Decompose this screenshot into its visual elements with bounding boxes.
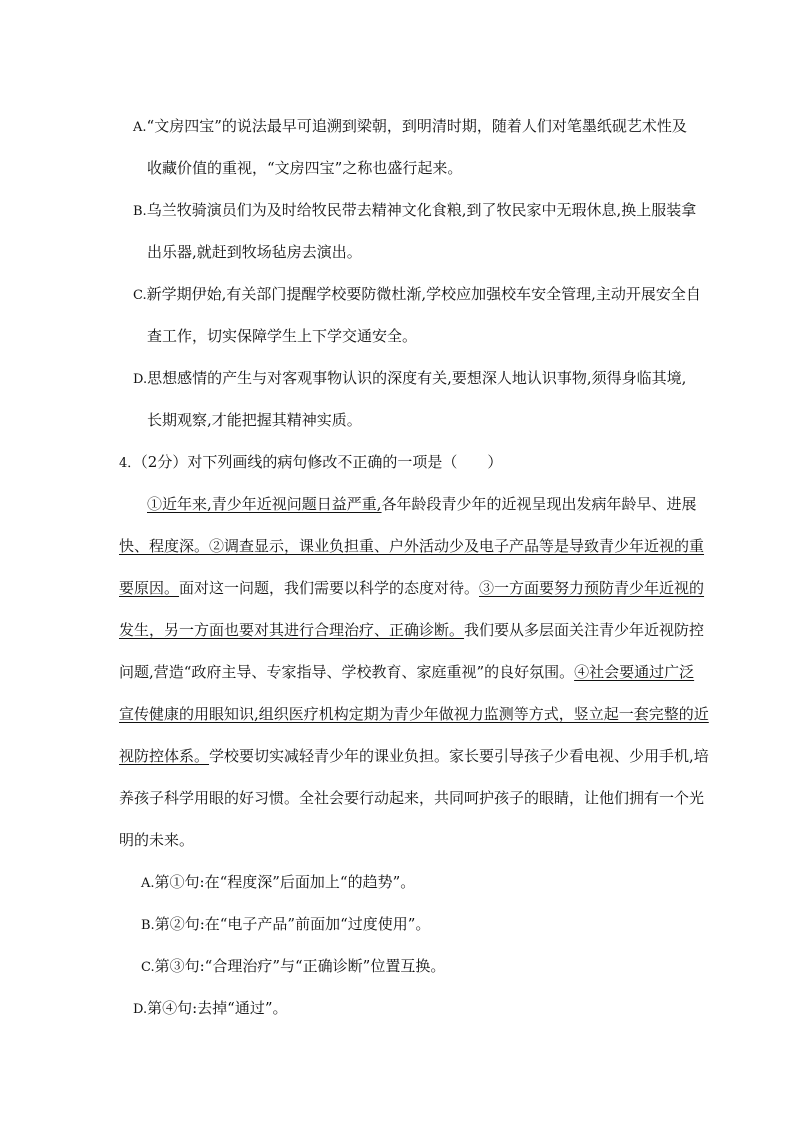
q4-option-a-text: 第①句:在“程度深”后面加上“的趋势”。 bbox=[154, 873, 416, 891]
passage-line-3 bbox=[119, 578, 704, 598]
underlined-sentence-1-end: 快、程度深。 bbox=[119, 537, 210, 555]
underlined-sentence-2-end: 要原因。 bbox=[119, 579, 180, 597]
q3-option-d-text-1: 思想感情的产生与对客观事物认识的深度有关,要想深人地认识事物,须得身临其境, bbox=[147, 369, 687, 387]
underlined-sentence-4-end: 视防控体系。 bbox=[119, 747, 210, 765]
q4-prompt: （2分）对下列画线的病句修改不正确的一项是（ ） bbox=[140, 453, 503, 471]
passage-text: 各年龄段青少年的近视呈现出发病年龄早、进展 bbox=[381, 495, 697, 513]
q4-option-b-text: 第②句:在“电子产品”前面加“过度使用”。 bbox=[154, 915, 431, 933]
underlined-sentence-4: ④社会要通过广泛 bbox=[574, 663, 695, 681]
passage-line-9: 明的未来。 bbox=[119, 831, 195, 849]
passage-text: 我们要从多层面关注青少年近视防控 bbox=[464, 621, 705, 639]
q4-option-d-text: 第④句:去掉“通过”。 bbox=[147, 999, 288, 1017]
passage-text: 面对这一问题，我们需要以科学的态度对待。 bbox=[179, 579, 480, 597]
q3-option-a-line2: 收藏价值的重视，“文房四宝”之称也盛行起来。 bbox=[147, 159, 463, 177]
q3-option-d-line2: 长期观察,才能把握其精神实质。 bbox=[147, 411, 362, 429]
q4-option-c-letter: C. bbox=[141, 960, 155, 975]
q4-number: 4． bbox=[119, 456, 141, 471]
passage-line-6 bbox=[119, 704, 709, 724]
q3-option-c-line2: 查工作，切实保障学生上下学交通安全。 bbox=[147, 327, 418, 345]
q4-option-a bbox=[141, 872, 415, 894]
underlined-sentence-3-end: 发生，另一方面也要对其进行合理治疗、正确诊断。 bbox=[119, 621, 465, 639]
q3-option-d-line1 bbox=[133, 368, 686, 390]
q4-option-c bbox=[141, 956, 445, 978]
passage-line-5 bbox=[119, 662, 694, 682]
q4-prompt-line bbox=[119, 452, 502, 474]
passage-text: 问题,营造“政府主导、专家指导、学校教育、家庭重视”的良好氛围。 bbox=[119, 663, 575, 681]
passage-line-1 bbox=[147, 494, 697, 514]
underlined-sentence-1: ①近年来,青少年近视问题日益严重, bbox=[147, 495, 382, 513]
q4-option-d-letter: D. bbox=[133, 1002, 148, 1017]
underlined-sentence-4-mid: 宣传健康的用眼知识,组织医疗机构定期为青少年做视力监测等方式，竖立起一套完整的近 bbox=[119, 705, 709, 723]
passage-line-4 bbox=[119, 620, 704, 640]
q3-option-a-line1 bbox=[133, 116, 687, 138]
q3-option-c-line1 bbox=[133, 284, 701, 306]
underlined-sentence-3: ③一方面要努力预防青少年近视的 bbox=[479, 579, 705, 597]
q4-option-a-letter: A. bbox=[141, 876, 155, 891]
q4-option-b bbox=[141, 914, 430, 936]
q3-option-c-text-1: 新学期伊始,有关部门提醒学校要防微杜渐,学校应加强校车安全管理,主动开展安全自 bbox=[146, 285, 701, 303]
q3-option-a-letter: A. bbox=[133, 120, 147, 135]
q4-option-c-text: 第③句:“合理治疗”与“正确诊断”位置互换。 bbox=[154, 957, 446, 975]
passage-text: 学校要切实减轻青少年的课业负担。家长要引导孩子少看电视、少用手机,培 bbox=[209, 747, 709, 765]
q3-option-c-letter: C. bbox=[133, 288, 147, 303]
q4-option-d bbox=[133, 998, 288, 1020]
q3-option-b-line2: 出乐器,就赶到牧场毡房去演出。 bbox=[147, 243, 362, 261]
q3-option-b-letter: B. bbox=[133, 204, 147, 219]
passage-line-2 bbox=[119, 536, 704, 556]
q3-option-b-line1 bbox=[133, 200, 696, 222]
q4-option-b-letter: B. bbox=[141, 918, 155, 933]
q3-option-b-text-1: 乌兰牧骑演员们为及时给牧民带去精神文化食粮,到了牧民家中无瑕休息,换上服装拿 bbox=[146, 201, 697, 219]
underlined-sentence-2: ②调查显示，课业负担重、户外活动少及电子产品等是导致青少年近视的重 bbox=[209, 537, 705, 555]
q3-option-d-letter: D. bbox=[133, 372, 148, 387]
q3-option-a-text-1: “文房四宝”的说法最早可追溯到梁朝，到明清时期，随着人们对笔墨纸砚艺术性及 bbox=[146, 117, 687, 135]
passage-line-7 bbox=[119, 746, 709, 766]
passage-line-8: 养孩子科学用眼的好习惯。全社会要行动起来，共同呵护孩子的眼睛，让他们拥有一个光 bbox=[119, 789, 705, 807]
